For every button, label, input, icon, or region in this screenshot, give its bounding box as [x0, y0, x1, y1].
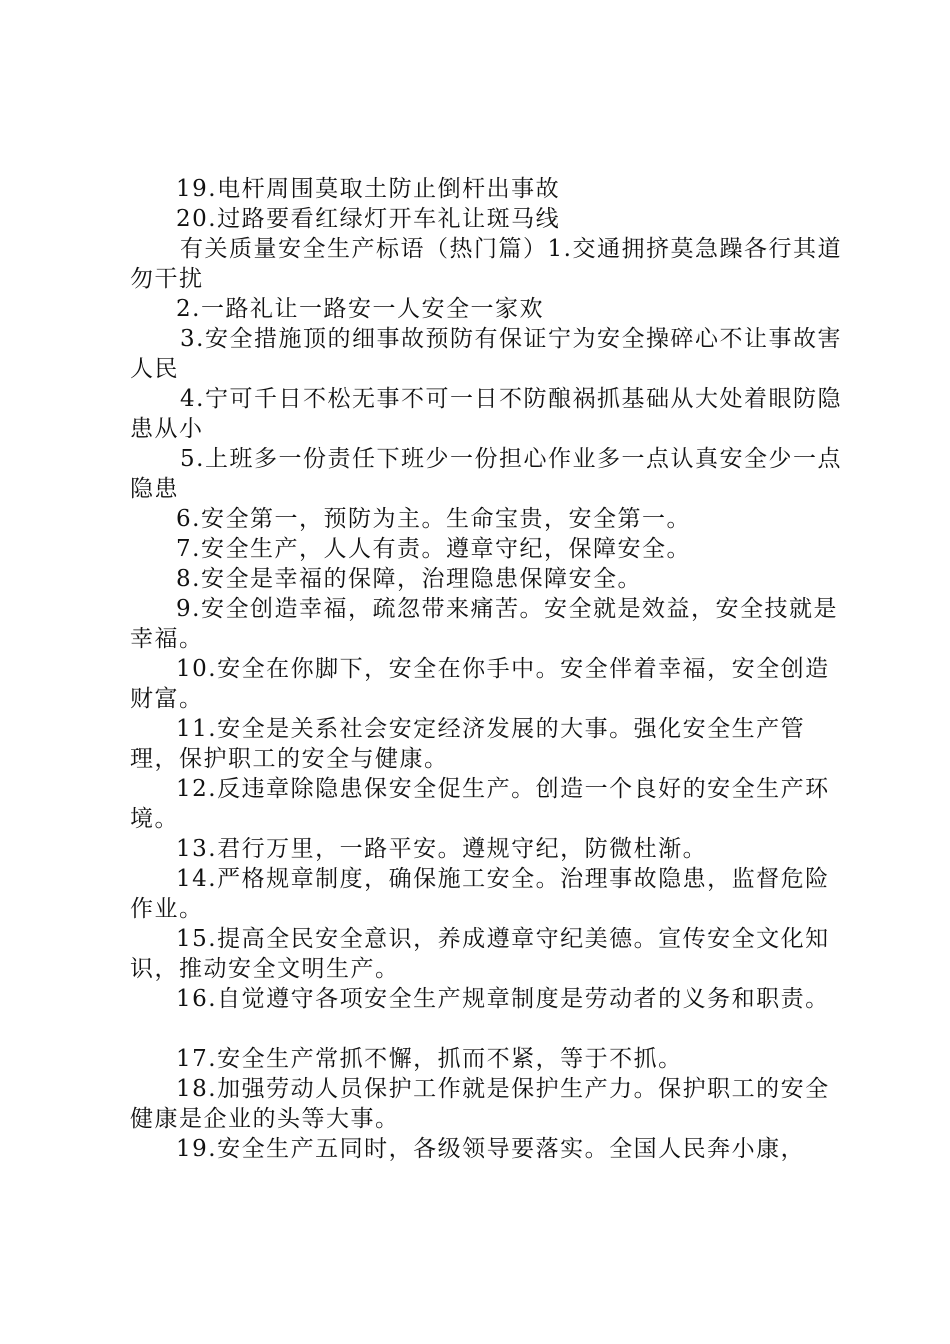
blank-line [130, 1014, 850, 1044]
paragraph: 11.安全是关系社会安定经济发展的大事。强化安全生产管理，保护职工的安全与健康。 [130, 716, 806, 772]
paragraph: 5.上班多一份责任下班少一份担心作业多一点认真安全少一点隐患 [130, 446, 842, 502]
paragraph: 2.一路礼让一路安一人安全一家欢 [176, 296, 544, 322]
paragraph: 20.过路要看红绿灯开车礼让斑马线 [176, 206, 561, 232]
paragraph: 3.安全措施顶的细事故预防有保证宁为安全操碎心不让事故害人民 [130, 326, 842, 382]
paragraph: 19.安全生产五同时，各级领导要落实。全国人民奔小康， [176, 1136, 806, 1162]
paragraph: 8.安全是幸福的保障，治理隐患保障安全。 [176, 566, 642, 592]
paragraph: 17.安全生产常抓不懈，抓而不紧，等于不抓。 [176, 1046, 683, 1072]
paragraph: 7.安全生产，人人有责。遵章守纪，保障安全。 [176, 536, 691, 562]
paragraph: 有关质量安全生产标语（热门篇）1.交通拥挤莫急躁各行其道勿干扰 [130, 236, 842, 292]
paragraph: 13.君行万里，一路平安。遵规守纪，防微杜渐。 [176, 836, 708, 862]
paragraph: 10.安全在你脚下，安全在你手中。安全伴着幸福，安全创造财富。 [130, 656, 830, 712]
paragraph: 12.反违章除隐患保安全促生产。创造一个良好的安全生产环境。 [130, 776, 830, 832]
paragraph: 18.加强劳动人员保护工作就是保护生产力。保护职工的安全健康是企业的头等大事。 [130, 1076, 830, 1132]
paragraph: 15.提高全民安全意识，养成遵章守纪美德。宣传安全文化知识，推动安全文明生产。 [130, 926, 830, 982]
paragraph: 19.电杆周围莫取土防止倒杆出事故 [176, 176, 561, 202]
paragraph: 16.自觉遵守各项安全生产规章制度是劳动者的义务和职责。 [176, 986, 830, 1012]
document-body [130, 174, 850, 1164]
paragraph: 6.安全第一，预防为主。生命宝贵，安全第一。 [176, 506, 691, 532]
paragraph: 9.安全创造幸福，疏忽带来痛苦。安全就是效益，安全技就是幸福。 [130, 596, 838, 652]
paragraph: 4.宁可千日不松无事不可一日不防酿祸抓基础从大处着眼防隐患从小 [130, 386, 842, 442]
paragraph: 14.严格规章制度，确保施工安全。治理事故隐患，监督危险作业。 [130, 866, 830, 922]
